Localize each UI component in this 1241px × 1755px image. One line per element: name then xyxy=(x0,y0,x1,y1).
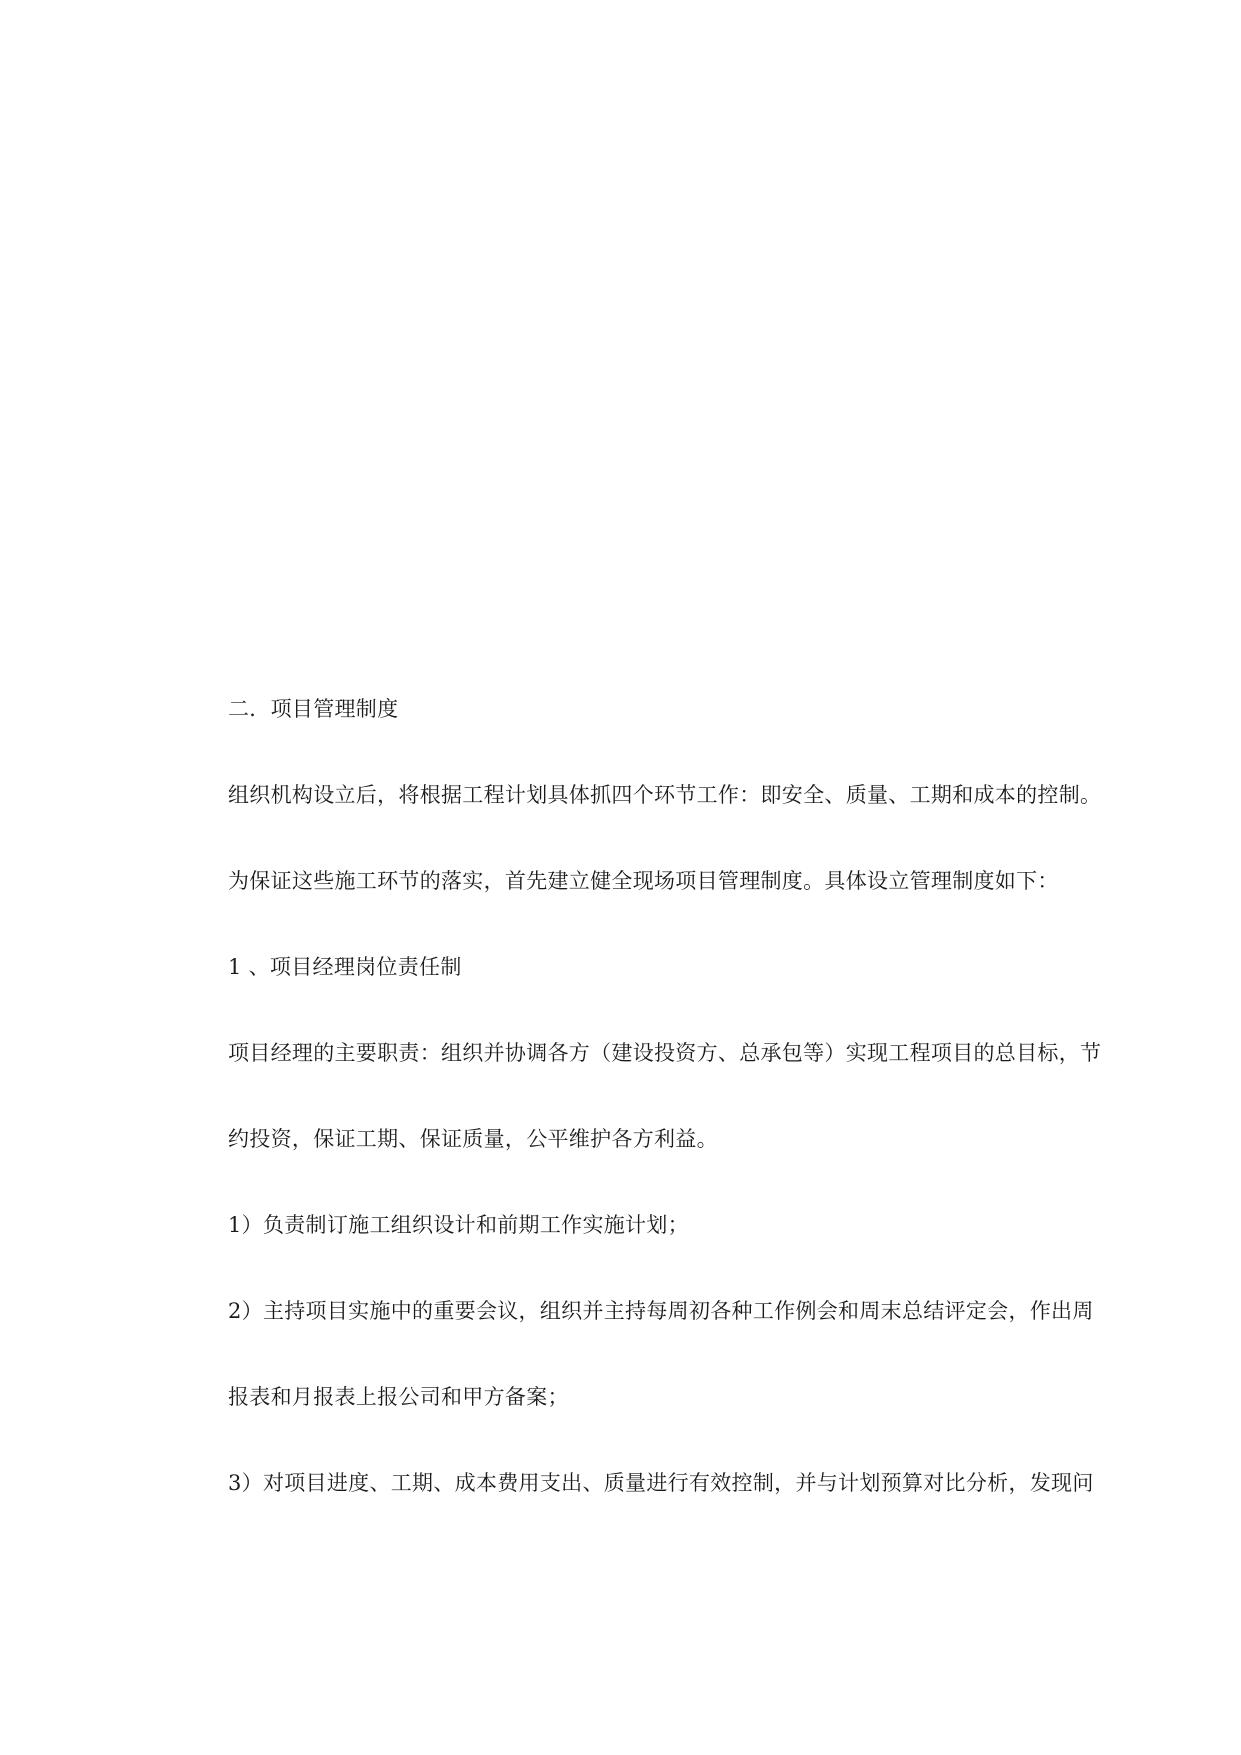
list-item-continuation: 报表和月报表上报公司和甲方备案； xyxy=(228,1385,569,1409)
list-item: 3）对项目进度、工期、成本费用支出、质量进行有效控制，并与计划预算对比分析，发现问 xyxy=(228,1471,1094,1495)
subsection-heading: 1 、项目经理岗位责任制 xyxy=(228,955,462,979)
paragraph-line: 为保证这些施工环节的落实，首先建立健全现场项目管理制度。具体设立管理制度如下： xyxy=(228,869,1059,893)
paragraph-line: 组织机构设立后，将根据工程计划具体抓四个环节工作：即安全、质量、工期和成本的控制。 xyxy=(228,783,1102,807)
document-body xyxy=(228,689,1118,1549)
section-heading: 二．项目管理制度 xyxy=(228,697,399,721)
list-item: 1）负责制订施工组织设计和前期工作实施计划； xyxy=(228,1213,689,1237)
paragraph-line: 约投资，保证工期、保证质量，公平维护各方利益。 xyxy=(228,1127,718,1151)
paragraph-line: 项目经理的主要职责：组织并协调各方（建设投资方、总承包等）实现工程项目的总目标，节 xyxy=(228,1041,1102,1065)
list-item: 2）主持项目实施中的重要会议，组织并主持每周初各种工作例会和周末总结评定会，作出周 xyxy=(228,1299,1094,1323)
